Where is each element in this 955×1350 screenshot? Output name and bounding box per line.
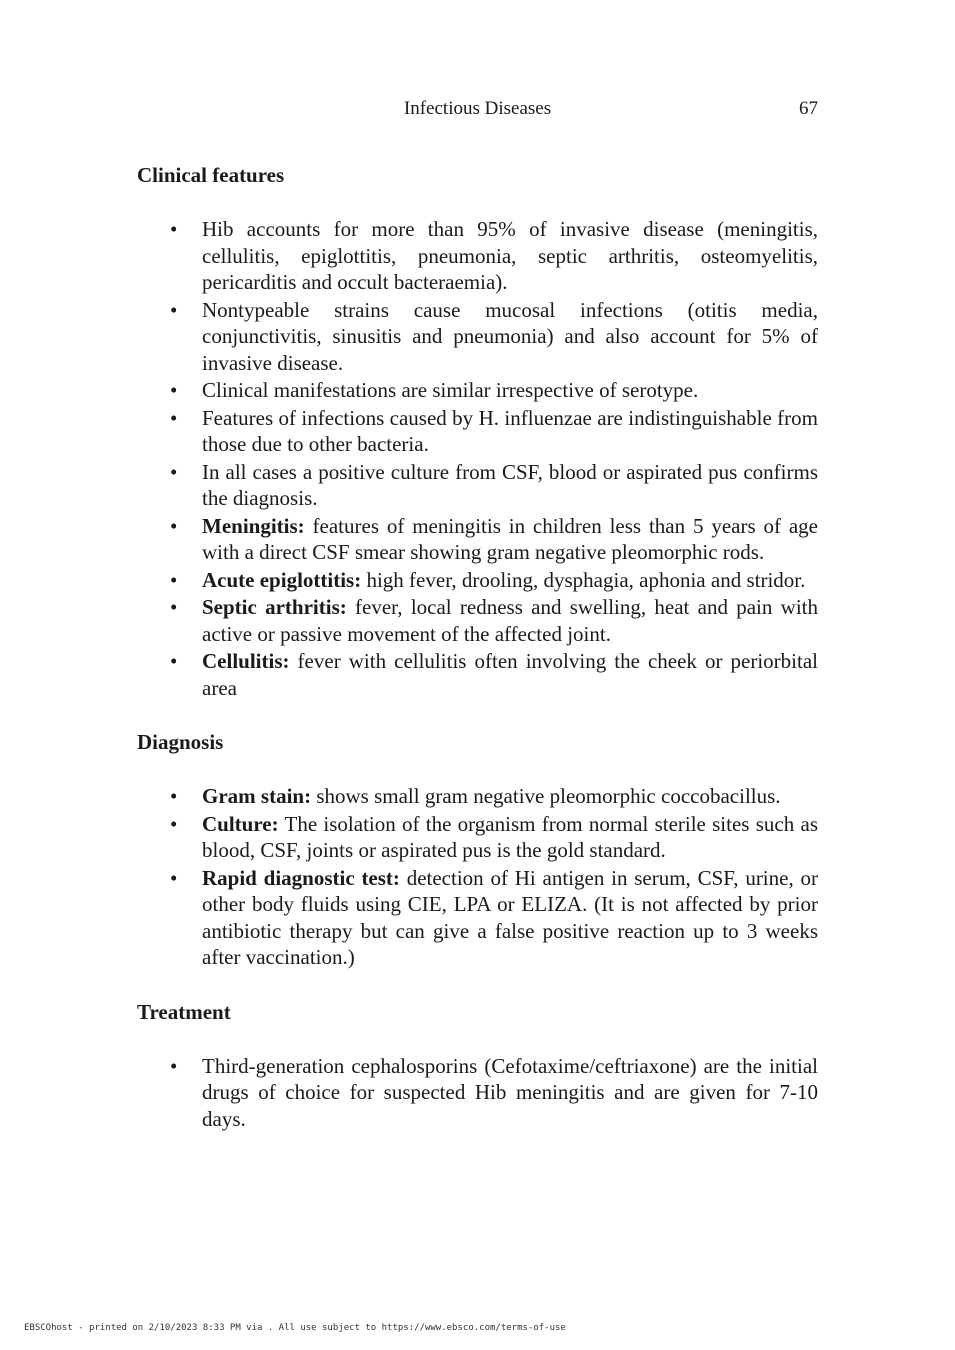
list-item [202, 459, 818, 512]
running-head-title: Infectious Diseases [403, 98, 552, 119]
running-head [137, 96, 818, 122]
list-item [202, 513, 818, 566]
item-text: Clinical manifestations are similar irrespective of serotype. [202, 378, 699, 402]
section-heading: Treatment [137, 999, 231, 1024]
list-item [202, 594, 818, 647]
item-text: high fever, drooling, dysphagia, aphonia and stridor. [361, 567, 806, 592]
item-term: Gram stain: [202, 784, 312, 808]
section-heading: Clinical features [137, 163, 285, 187]
list-item [202, 811, 818, 864]
page-body [137, 160, 818, 1133]
list-item [202, 783, 818, 810]
item-term: Cellulitis: [202, 649, 290, 673]
item-term: Culture: [202, 811, 279, 836]
print-footer: EBSCOhost - printed on 2/10/2023 8:33 PM via . All use subject to https://www.ebsco.com/terms-of-use [24, 1323, 566, 1333]
item-text: fever, local redness and swelling, heat and pain with active or passive movement of the affected joint. [202, 595, 818, 646]
section-clinical-features [137, 160, 818, 701]
item-term: Acute epiglottitis: [202, 567, 362, 592]
section-treatment [137, 997, 818, 1133]
item-text: Third-generation cephalosporins (Cefotaxime/ceftriaxone) are the initial drugs of choice for suspected Hib meningitis and are given for 7-10 days. [202, 1053, 818, 1131]
item-term: Rapid diagnostic test: [202, 865, 400, 890]
item-text: Nontypeable strains cause mucosal infections (otitis media, conjunctivitis, sinusitis and pneumonia) and also account for 5% of invasive disease. [202, 297, 818, 375]
list-item [202, 297, 818, 377]
item-term: Meningitis: [202, 513, 305, 538]
item-term: Septic arthritis: [202, 595, 347, 619]
page-number: 67 [799, 98, 818, 119]
bullet-list [137, 783, 818, 971]
list-item [202, 1053, 818, 1133]
list-item [202, 567, 818, 594]
bullet-list [137, 216, 818, 701]
list-item [202, 405, 818, 458]
item-text: Hib accounts for more than 95% of invasive disease (meningitis, cellulitis, epiglottitis, pneumonia, septic arthritis, osteomyelitis, pericarditis and occult bacteraemia). [202, 217, 818, 294]
item-text: Features of infections caused by H. influenzae are indistinguishable from those due to other bacteria. [202, 405, 818, 456]
list-item [202, 377, 818, 404]
bullet-list [137, 1053, 818, 1133]
list-item [202, 865, 818, 971]
list-item [202, 216, 818, 296]
list-item [202, 648, 818, 701]
item-text: features of meningitis in children less than 5 years of age with a direct CSF smear showing gram negative pleomorphic rods. [202, 513, 818, 564]
item-text: shows small gram negative pleomorphic coccobacillus. [311, 784, 781, 808]
item-text: The isolation of the organism from normal sterile sites such as blood, CSF, joints or aspirated pus is the gold standard. [202, 811, 818, 862]
section-diagnosis [137, 727, 818, 971]
item-text: fever with cellulitis often involving the cheek or periorbital area [202, 649, 818, 700]
item-text: In all cases a positive culture from CSF, blood or aspirated pus confirms the diagnosis. [202, 459, 818, 510]
item-text: detection of Hi antigen in serum, CSF, urine, or other body fluids using CIE, LPA or ELIZA. (It is not affected by prior antibiotic therapy but can give a false positive reaction up to 3 weeks after vaccination.) [202, 865, 818, 969]
section-heading: Diagnosis [137, 730, 224, 754]
